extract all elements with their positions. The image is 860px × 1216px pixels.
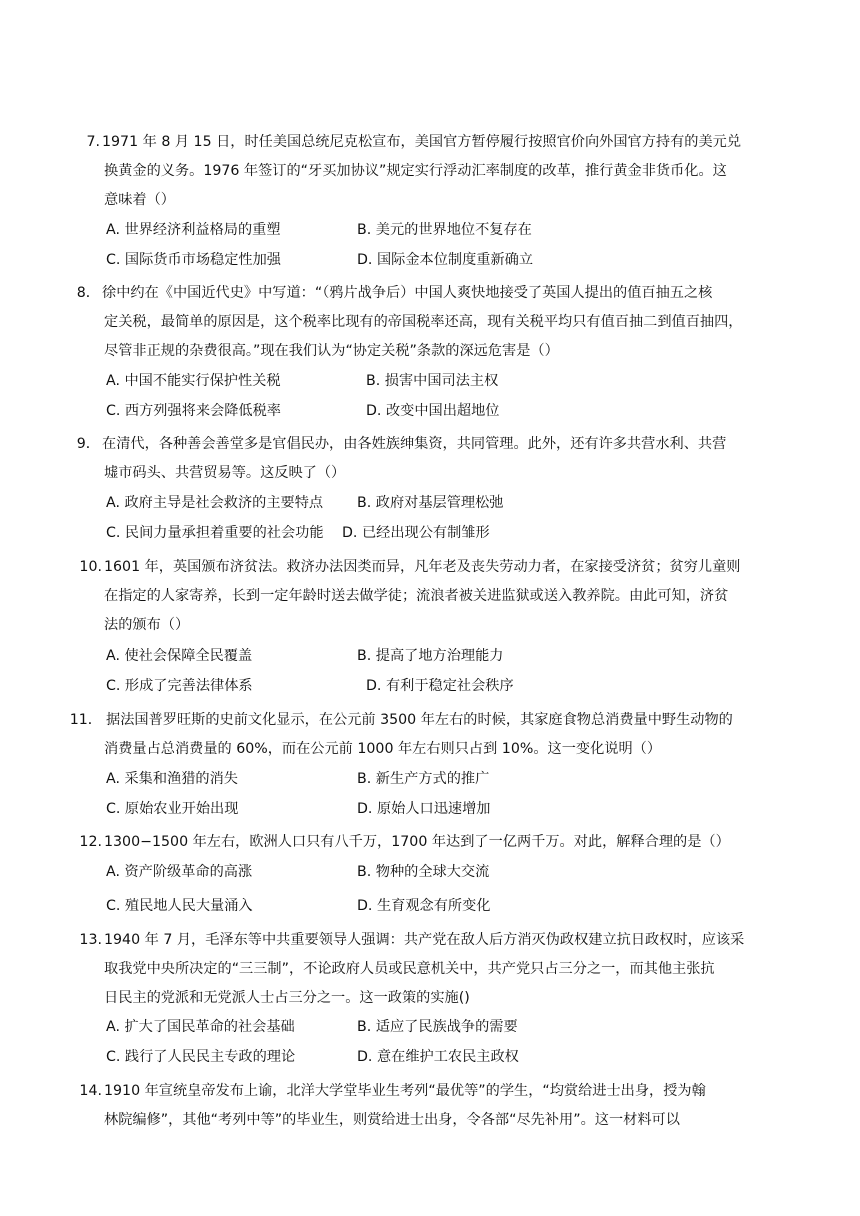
option-a: A. 中国不能实行保护性关税 — [106, 373, 281, 389]
question-text-line: 在指定的人家寄养，长到一定年龄时送去做学徒；流浪者被关进监狱或送入教养院。由此可知，济贫 — [104, 588, 729, 604]
option-d: D. 已经出现公有制雏形 — [342, 525, 490, 541]
question-text-line: 意味着（） — [104, 192, 175, 208]
question-text-line: 尽管非正规的杂费很高。”现在我们认为“协定关税”条款的深远危害是（） — [104, 343, 559, 359]
question-number: 9． — [76, 436, 100, 452]
question-text-line: 林院编修”，其他“考列中等”的毕业生，则赏给进士出身，令各部“尽先补用”。这一材料可以 — [104, 1112, 680, 1128]
option-a: A. 世界经济利益格局的重塑 — [106, 222, 281, 238]
option-b: B. 新生产方式的推广 — [357, 771, 490, 787]
question-text-line: 徐中约在《中国近代史》中写道：“（鸦片战争后）中国人爽快地接受了英国人提出的值百抽五之核 — [102, 285, 713, 301]
question-text-line: 据法国普罗旺斯的史前文化显示，在公元前 3500 年左右的时候，其家庭食物总消费量中野生动物的 — [106, 712, 733, 728]
question-number: 11． — [69, 712, 102, 728]
option-d: D. 改变中国出超地位 — [366, 403, 500, 419]
option-a: A. 采集和渔猎的消失 — [106, 771, 238, 787]
question-number: 8． — [76, 285, 100, 301]
question-text-line: 取我党中央所决定的“三三制”，不论政府人员或民意机关中，共产党只占三分之一，而其他主张抗 — [104, 961, 715, 977]
option-b: B. 损害中国司法主权 — [366, 373, 499, 389]
option-a: A. 扩大了国民革命的社会基础 — [106, 1019, 295, 1035]
option-c: C. 践行了人民民主专政的理论 — [106, 1049, 296, 1065]
option-d: D. 意在维护工农民主政权 — [357, 1049, 519, 1065]
question-text-line: 换黄金的义务。1976 年签订的“牙买加协议”规定实行浮动汇率制度的改革，推行黄金非货币化。这 — [104, 163, 727, 179]
option-d: D. 原始人口迅速增加 — [357, 801, 491, 817]
question-number: 12. — [79, 834, 102, 850]
question-text-line: 日民主的党派和无党派人士占三分之一。这一政策的实施() — [104, 990, 470, 1006]
option-c: C. 殖民地人民大量涌入 — [106, 898, 253, 914]
question-text-line: 1910 年宣统皇帝发布上谕，北洋大学堂毕业生考列“最优等”的学生，“均赏给进士出身，授为翰 — [104, 1083, 706, 1099]
option-c: C. 原始农业开始出现 — [106, 801, 239, 817]
option-c: C. 形成了完善法律体系 — [106, 678, 253, 694]
question-text-line: 1601 年，英国颁布济贫法。救济办法因类而异，凡年老及丧失劳动力者，在家接受济贫；贫穷儿童则 — [104, 559, 741, 575]
question-text-line: 墟市码头、共营贸易等。这反映了（） — [104, 465, 346, 481]
question-text-line: 法的颁布（） — [104, 617, 190, 633]
question-text-line: 消费量占总消费量的 60%，而在公元前 1000 年左右则只占到 10%。这一变化说明（） — [104, 741, 662, 757]
question-number: 13. — [79, 932, 102, 948]
question-text-line: 1940 年 7 月，毛泽东等中共重要领导人强调：共产党在敌人后方消灭伪政权建立抗日政权时，应该采 — [104, 932, 745, 948]
option-d: D. 有利于稳定社会秩序 — [366, 678, 514, 694]
option-b: B. 适应了民族战争的需要 — [357, 1019, 518, 1035]
question-text-line: 在清代，各种善会善堂多是官倡民办，由各姓族绅集资，共同管理。此外，还有许多共营水利、共营 — [102, 436, 727, 452]
option-a: A. 政府主导是社会救济的主要特点 — [106, 495, 324, 511]
option-a: A. 使社会保障全民覆盖 — [106, 648, 253, 664]
question-number: 10. — [79, 559, 102, 575]
option-b: B. 物种的全球大交流 — [357, 864, 490, 880]
option-b: B. 提高了地方治理能力 — [357, 648, 504, 664]
question-number: 7. — [86, 134, 100, 150]
option-c: C. 西方列强将来会降低税率 — [106, 403, 281, 419]
option-a: A. 资产阶级革命的高涨 — [106, 864, 253, 880]
option-d: D. 生育观念有所变化 — [357, 898, 491, 914]
option-b: B. 政府对基层管理松弛 — [357, 495, 504, 511]
question-number: 14. — [79, 1083, 102, 1099]
question-text-line: 1300−1500 年左右，欧洲人口只有八千万，1700 年达到了一亿两千万。对此，解释合理的是（） — [104, 834, 730, 850]
question-text-line: 1971 年 8 月 15 日，时任美国总统尼克松宣布，美国官方暂停履行按照官价向外国官方持有的美元兑 — [102, 134, 742, 150]
option-d: D. 国际金本位制度重新确立 — [357, 252, 534, 268]
option-c: C. 国际货币市场稳定性加强 — [106, 252, 281, 268]
option-b: B. 美元的世界地位不复存在 — [357, 222, 532, 238]
question-text-line: 定关税，最简单的原因是，这个税率比现有的帝国税率还高，现有关税平均只有值百抽二到值百抽四， — [104, 314, 743, 330]
option-c: C. 民间力量承担着重要的社会功能 — [106, 525, 324, 541]
